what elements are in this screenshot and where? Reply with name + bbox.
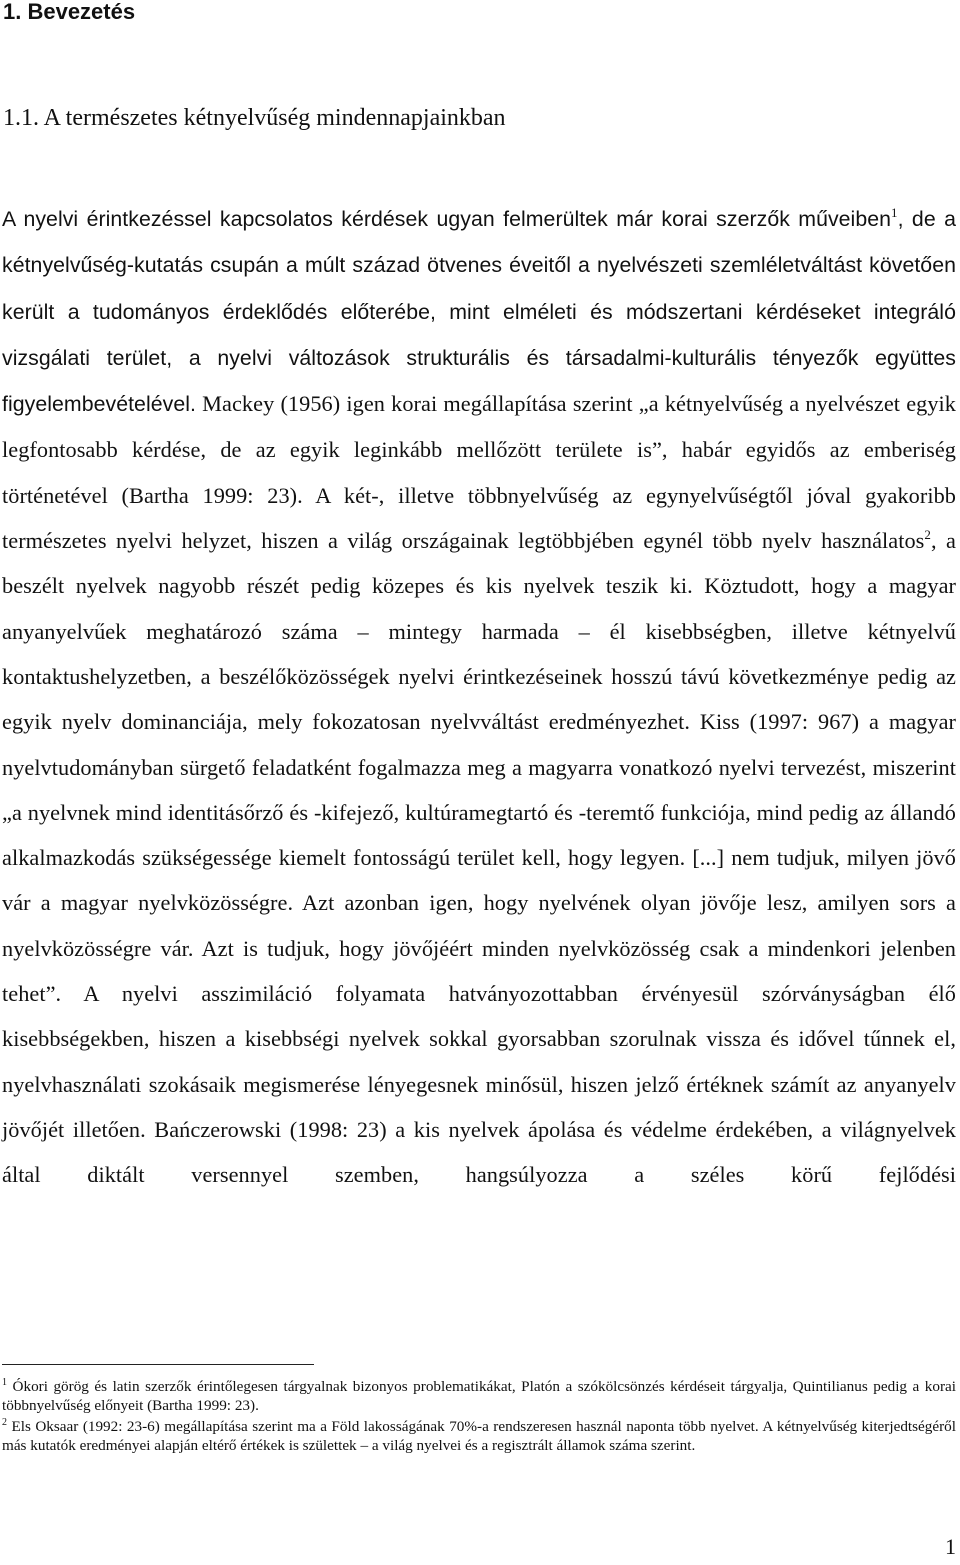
footnote-number: 1 [2,1377,7,1388]
section-heading: 1.1. A természetes kétnyelvűség mindennapjainkban [3,105,506,131]
chapter-heading: 1. Bevezetés [3,0,136,24]
paragraph-sentence-1: A nyelvi érintkezéssel kapcsolatos kérdések ugyan felmerültek már korai szerzők műveiben [2,207,892,231]
paragraph-sentence-5: , a beszélt nyelvek nagyobb részét pedig közepes és kis nyelvek teszik ki. Köztudott, hogy a magyar anyanyelvűek meghatározó száma – mintegy harmada – él kisebbségben, illetve kétnyelvű kontaktushelyzetben, a beszélőközösségek nyelvi érintkezéseinek hosszú távú következménye pedig az egyik nyelv dominanciája, mely fokozatosan nyelvváltást eredményezhet. Kiss (1997: 967) a magyar nyelvtudományban sürgető feladatként fogalmazza meg a magyarra vonatkozó nyelvi tervezést, miszerint „a nyelvnek mind identitásőrző és -kifejező, kultúramegtartó és -teremtő funkciója, mind pedig az állandó alkalmazkodás szükségessége kiemelt fontosságú terület kell, hogy legyen. [...] nem tudjuk, milyen jövő vár a magyar nyelvközösségre. Azt azonban igen, hogy nyelvének olyan jövője lesz, amilyen sors a nyelvközösségre vár. Azt is tudjuk, hogy jövőjéért minden nyelvközösség csak a mindenkori jelenben tehet”. A nyelvi asszimiláció folyamata hatványozottabban érvényesül szórványságban élő kisebbségekben, hiszen a kisebbségi nyelvek sokkal gyorsabban szorulnak vissza és idővel tűnnek el, nyelvhasználati szokásaik megismerése lényegesnek minősül, hiszen jelző értéknek számít az anyanyelv jövőjét illetően. Bańczerowski (1998: 23) a kis nyelvek ápolása és védelme érdekében, a világnyelvek által diktált versennyel szemben, hangsúlyozza a széles körű fejlődési [2,528,956,1188]
paragraph-sentence-3: Mackey (1956) igen korai megállapítása szerint „a kétnyelvűség a nyelvészet egyik legfontosabb kérdése, de az egyik leginkább mellőzött területe is”, habár egyidős az emberiség történetével (Bartha 1999: 23). [2,391,956,508]
paragraph-sentence-4: A két-, illetve többnyelvűség az egynyelvűségtől jóval gyakoribb természetes nyelvi helyzet, hiszen a világ országainak legtöbbjében egynél több nyelv használatos [2,482,956,554]
footnote-ref-1[interactable]: 1 [891,205,898,220]
footnote-2 [2,1418,956,1455]
footnote-number: 2 [2,1417,7,1428]
footnote-1 [2,1378,956,1415]
page-number: 1 [945,1534,956,1559]
footnote-text: Ókori görög és latin szerzők érintőlegesen tárgyalnak bizonyos problematikákat, Platón a szókölcsönzés kérdéseit tárgyalja, Quintilianus pedig a korai többnyelvűség előnyeit (Bartha 1999: 23). [2,1378,956,1414]
paragraph-sentence-2: , de a kétnyelvűség-kutatás csupán a múlt század ötvenes éveitől a nyelvészeti szemléletváltást követően került a tudományos érdeklődés előterébe, mint elméleti és módszertani kérdéseket integráló vizsgálati terület, a nyelvi változások strukturális és társadalmi-kulturális tényezők együttes figyelembevételével. [2,207,956,417]
footnote-text: Els Oksaar (1992: 23-6) megállapítása szerint ma a Föld lakosságának 70%-a rendszeresen használ naponta több nyelvet. A kétnyelvűség kiterjedtségéről más kutatók eredményei alapján eltérő értékek is születtek – a világ nyelvei és a regisztrált államok száma szerint. [2,1418,956,1454]
body-paragraph [2,196,956,1198]
footnote-separator [2,1364,314,1365]
footnote-ref-2[interactable]: 2 [924,527,931,543]
footnotes [2,1378,956,1458]
